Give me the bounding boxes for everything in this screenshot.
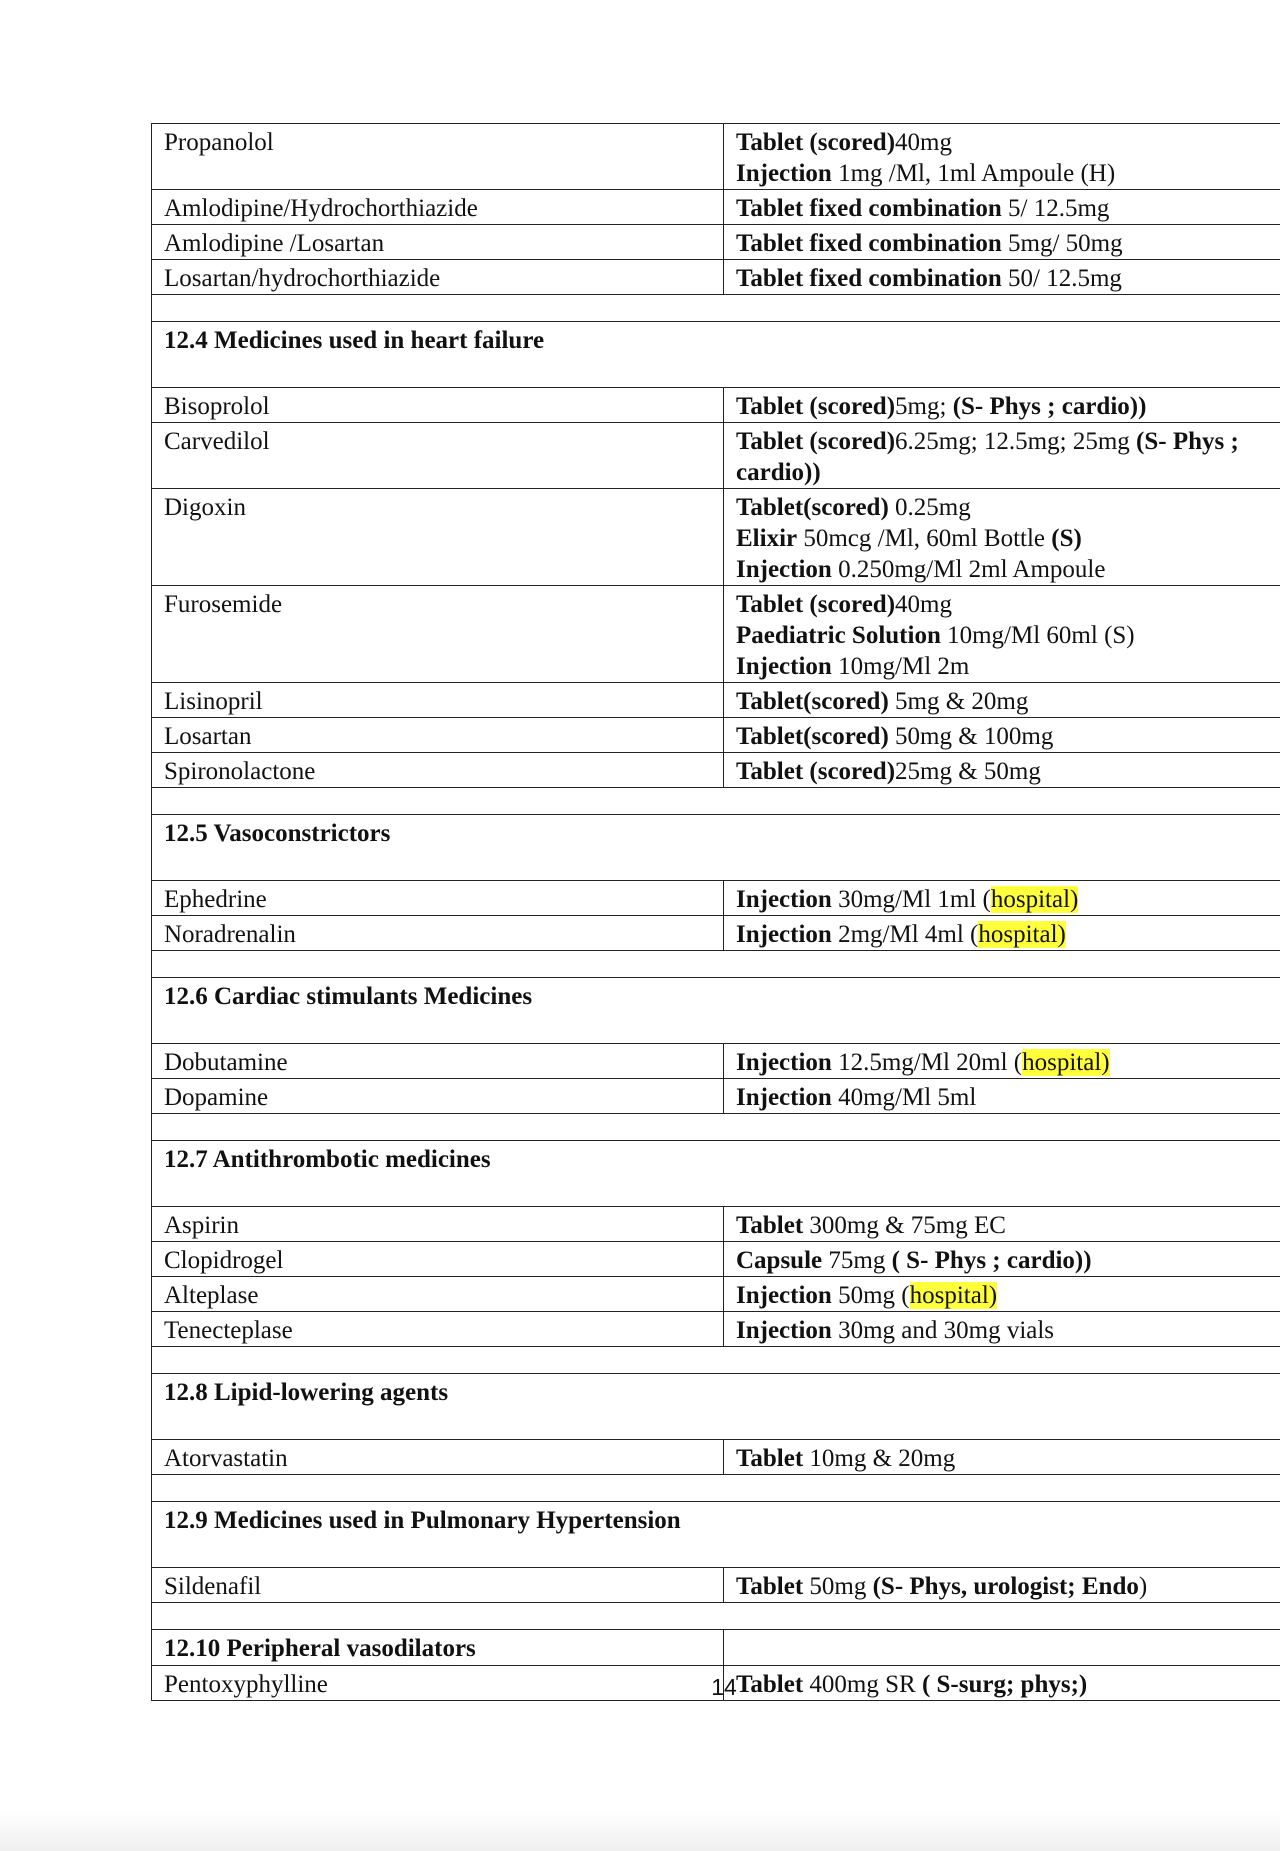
dosage-text: 5mg; xyxy=(895,393,953,420)
dosage-line xyxy=(736,1047,1268,1078)
medicine-name: Atorvastatin xyxy=(152,1440,724,1475)
dosage-text: 400mg SR xyxy=(803,1671,922,1698)
dosage-text: 2mg/Ml 4ml ( xyxy=(831,921,979,948)
section-row xyxy=(152,1502,1280,1568)
medicine-name: Amlodipine /Losartan xyxy=(152,225,724,260)
spacer-cell xyxy=(152,788,1280,815)
dosage-text: 300mg & 75mg EC xyxy=(803,1212,1006,1239)
section-row xyxy=(152,1141,1280,1207)
medicines-table xyxy=(151,123,1280,1701)
dosage-form-label: Tablet xyxy=(736,1445,804,1472)
medicine-row xyxy=(152,225,1280,260)
section-row xyxy=(152,978,1280,1044)
dosage-line xyxy=(736,919,1268,950)
dosage-line xyxy=(736,1210,1268,1241)
dosage-form-label: Injection xyxy=(736,653,832,680)
dosage-line xyxy=(736,620,1268,651)
dosage-line xyxy=(736,228,1268,259)
medicine-row xyxy=(152,388,1280,423)
medicine-name: Lisinopril xyxy=(152,683,724,718)
spacer-row xyxy=(152,951,1280,978)
hospital-highlight: hospital) xyxy=(990,886,1079,913)
section-row xyxy=(152,322,1280,388)
medicine-name: Sildenafil xyxy=(152,1568,724,1603)
medicine-name: Digoxin xyxy=(152,489,724,586)
medicine-name: Dopamine xyxy=(152,1079,724,1114)
medicine-row xyxy=(152,260,1280,295)
dosage-line xyxy=(736,193,1268,224)
dosage-form xyxy=(724,1044,1280,1079)
spacer-row xyxy=(152,1475,1280,1502)
dosage-form-label: (S- Phys ; cardio)) xyxy=(952,393,1147,420)
dosage-text: 6.25mg; 12.5mg; 25mg xyxy=(895,428,1137,455)
dosage-form xyxy=(724,388,1280,423)
dosage-text: 50mg xyxy=(803,1573,873,1600)
medicine-name: Alteplase xyxy=(152,1277,724,1312)
dosage-text: 75mg xyxy=(822,1247,892,1274)
dosage-form xyxy=(724,1312,1280,1347)
dosage-line xyxy=(736,492,1268,523)
section-title: 12.8 Lipid-lowering agents xyxy=(152,1374,1280,1440)
spacer-row xyxy=(152,1603,1280,1630)
dosage-text: 12.5mg/Ml 20ml ( xyxy=(831,1049,1023,1076)
medicine-name: Clopidrogel xyxy=(152,1242,724,1277)
dosage-form xyxy=(724,1568,1280,1603)
medicine-name: Furosemide xyxy=(152,586,724,683)
dosage-text: 10mg/Ml 60ml (S) xyxy=(940,622,1135,649)
dosage-form-label: Injection xyxy=(736,1084,832,1111)
section-title: 12.7 Antithrombotic medicines xyxy=(152,1141,1280,1207)
spacer-cell xyxy=(152,1114,1280,1141)
dosage-form xyxy=(724,124,1280,190)
dosage-form xyxy=(724,225,1280,260)
spacer-cell xyxy=(152,295,1280,322)
medicine-name: Losartan/hydrochorthiazide xyxy=(152,260,724,295)
medicine-row xyxy=(152,753,1280,788)
dosage-form-label: Tablet fixed combination xyxy=(736,230,1002,257)
section-row xyxy=(152,815,1280,881)
medicine-row xyxy=(152,124,1280,190)
dosage-line xyxy=(736,263,1268,294)
dosage-form xyxy=(724,683,1280,718)
medicine-row xyxy=(152,423,1280,489)
dosage-line xyxy=(736,554,1268,585)
dosage-form-label: (S- Phys ; xyxy=(1136,428,1239,455)
dosage-form-label: Tablet (scored) xyxy=(736,591,896,618)
dosage-form-label: ( S-surg; phys;) xyxy=(921,1671,1088,1698)
section-title: 12.5 Vasoconstrictors xyxy=(152,815,1280,881)
dosage-line xyxy=(736,1315,1268,1346)
medicine-row xyxy=(152,1242,1280,1277)
medicine-row xyxy=(152,1044,1280,1079)
medicine-name: Ephedrine xyxy=(152,881,724,916)
dosage-form-label: Tablet (scored) xyxy=(736,758,896,785)
dosage-form-label: Tablet (scored) xyxy=(736,129,896,156)
empty-cell xyxy=(724,1630,1280,1666)
medicine-row xyxy=(152,489,1280,586)
spacer-cell xyxy=(152,1347,1280,1374)
hospital-highlight: hospital) xyxy=(909,1282,998,1309)
medicine-name: Pentoxyphylline xyxy=(152,1666,724,1701)
medicine-name: Tenecteplase xyxy=(152,1312,724,1347)
dosage-text: 5mg/ 50mg xyxy=(1001,230,1123,257)
dosage-text: 50mg ( xyxy=(831,1282,910,1309)
dosage-form xyxy=(724,586,1280,683)
dosage-form-label: Injection xyxy=(736,556,832,583)
medicine-name: Losartan xyxy=(152,718,724,753)
medicine-row xyxy=(152,1277,1280,1312)
dosage-text: 50/ 12.5mg xyxy=(1001,265,1122,292)
spacer-row xyxy=(152,1114,1280,1141)
dosage-form-label: ( S- Phys ; cardio)) xyxy=(891,1247,1092,1274)
dosage-text: 10mg/Ml 2m xyxy=(831,653,970,680)
medicine-name: Bisoprolol xyxy=(152,388,724,423)
medicine-row xyxy=(152,586,1280,683)
dosage-form xyxy=(724,1277,1280,1312)
dosage-text: 40mg/Ml 5ml xyxy=(831,1084,977,1111)
page-shadow xyxy=(0,1811,1280,1851)
dosage-line xyxy=(736,127,1268,158)
medicine-row xyxy=(152,1207,1280,1242)
medicine-row xyxy=(152,1440,1280,1475)
page-number: 14 xyxy=(711,1674,737,1700)
medicine-name: Spironolactone xyxy=(152,753,724,788)
dosage-text: 0.25mg xyxy=(888,494,971,521)
hospital-highlight: hospital) xyxy=(1022,1049,1110,1076)
dosage-text: 30mg/Ml 1ml ( xyxy=(831,886,991,913)
medicines-table-body xyxy=(152,124,1280,1701)
section-row xyxy=(152,1374,1280,1440)
spacer-row xyxy=(152,1347,1280,1374)
hospital-highlight: hospital) xyxy=(978,921,1066,948)
dosage-form-label: Tablet fixed combination xyxy=(736,265,1002,292)
dosage-line xyxy=(736,721,1268,752)
dosage-form xyxy=(724,753,1280,788)
dosage-line xyxy=(736,426,1268,457)
medicine-name: Aspirin xyxy=(152,1207,724,1242)
dosage-form xyxy=(724,881,1280,916)
dosage-form xyxy=(724,423,1280,489)
dosage-text: 0.250mg/Ml 2ml Ampoule xyxy=(831,556,1106,583)
dosage-form xyxy=(724,718,1280,753)
dosage-form-label: Tablet xyxy=(736,1671,804,1698)
dosage-form-label: Paediatric Solution xyxy=(736,622,941,649)
section-title: 12.6 Cardiac stimulants Medicines xyxy=(152,978,1280,1044)
dosage-line xyxy=(736,391,1268,422)
dosage-form xyxy=(724,1207,1280,1242)
spacer-cell xyxy=(152,1475,1280,1502)
medicine-row xyxy=(152,683,1280,718)
medicine-name: Dobutamine xyxy=(152,1044,724,1079)
dosage-form-label: (S) xyxy=(1051,525,1082,552)
dosage-text: 25mg & 50mg xyxy=(895,758,1041,785)
medicine-name: Propanolol xyxy=(152,124,724,190)
dosage-text: 40mg xyxy=(895,591,952,618)
dosage-text: 5mg & 20mg xyxy=(888,688,1029,715)
dosage-form-label: Elixir xyxy=(736,525,798,552)
dosage-form-label: Tablet(scored) xyxy=(736,688,889,715)
medicine-row xyxy=(152,881,1280,916)
medicine-name: Noradrenalin xyxy=(152,916,724,951)
dosage-form-label: Capsule xyxy=(736,1247,823,1274)
dosage-form-label: Injection xyxy=(736,921,832,948)
dosage-form xyxy=(724,1079,1280,1114)
dosage-line xyxy=(736,1443,1268,1474)
dosage-text: 50mg & 100mg xyxy=(888,723,1054,750)
dosage-form xyxy=(724,916,1280,951)
dosage-text: 1mg /Ml, 1ml Ampoule (H) xyxy=(831,160,1116,187)
dosage-text: 40mg xyxy=(895,129,952,156)
dosage-form-label: (S- Phys, urologist; Endo xyxy=(872,1573,1139,1600)
dosage-form-label: Tablet fixed combination xyxy=(736,195,1002,222)
dosage-form xyxy=(724,1440,1280,1475)
dosage-form-label: Tablet xyxy=(736,1573,804,1600)
dosage-form-label: Injection xyxy=(736,1317,832,1344)
dosage-line xyxy=(736,1082,1268,1113)
dosage-form xyxy=(724,260,1280,295)
dosage-line xyxy=(736,651,1268,682)
spacer-cell xyxy=(152,1603,1280,1630)
dosage-text: 50mcg /Ml, 60ml Bottle xyxy=(797,525,1052,552)
spacer-row xyxy=(152,788,1280,815)
medicine-row xyxy=(152,718,1280,753)
spacer-cell xyxy=(152,951,1280,978)
dosage-form xyxy=(724,1242,1280,1277)
medicine-name: Carvedilol xyxy=(152,423,724,489)
section-row xyxy=(152,1630,1280,1666)
dosage-text: ) xyxy=(1138,1573,1148,1600)
dosage-line xyxy=(736,457,1268,488)
medicine-name: Amlodipine/Hydrochorthiazide xyxy=(152,190,724,225)
dosage-form xyxy=(724,489,1280,586)
dosage-form-label: cardio)) xyxy=(736,459,821,486)
dosage-line xyxy=(736,1245,1268,1276)
dosage-text: 30mg and 30mg vials xyxy=(831,1317,1055,1344)
dosage-form xyxy=(724,190,1280,225)
spacer-row xyxy=(152,295,1280,322)
dosage-form-label: Tablet xyxy=(736,1212,804,1239)
dosage-line xyxy=(736,1571,1268,1602)
dosage-form-label: Tablet (scored) xyxy=(736,393,896,420)
dosage-line xyxy=(736,589,1268,620)
medicine-row xyxy=(152,1568,1280,1603)
dosage-text: 10mg & 20mg xyxy=(803,1445,956,1472)
dosage-line xyxy=(736,686,1268,717)
dosage-form-label: Injection xyxy=(736,160,832,187)
section-title: 12.9 Medicines used in Pulmonary Hypertension xyxy=(152,1502,1280,1568)
medicine-row xyxy=(152,1079,1280,1114)
section-title: 12.10 Peripheral vasodilators xyxy=(152,1630,724,1666)
dosage-line xyxy=(736,158,1268,189)
dosage-form-label: Tablet(scored) xyxy=(736,494,889,521)
dosage-line xyxy=(736,756,1268,787)
section-title: 12.4 Medicines used in heart failure xyxy=(152,322,1280,388)
dosage-line xyxy=(736,884,1268,915)
medicine-row xyxy=(152,916,1280,951)
medicine-row xyxy=(152,190,1280,225)
dosage-line xyxy=(736,523,1268,554)
medicine-row xyxy=(152,1312,1280,1347)
dosage-form-label: Tablet(scored) xyxy=(736,723,889,750)
dosage-line xyxy=(736,1280,1268,1311)
dosage-form-label: Injection xyxy=(736,886,832,913)
dosage-form-label: Injection xyxy=(736,1049,832,1076)
dosage-form-label: Tablet (scored) xyxy=(736,428,896,455)
dosage-text: 5/ 12.5mg xyxy=(1001,195,1110,222)
dosage-form-label: Injection xyxy=(736,1282,832,1309)
